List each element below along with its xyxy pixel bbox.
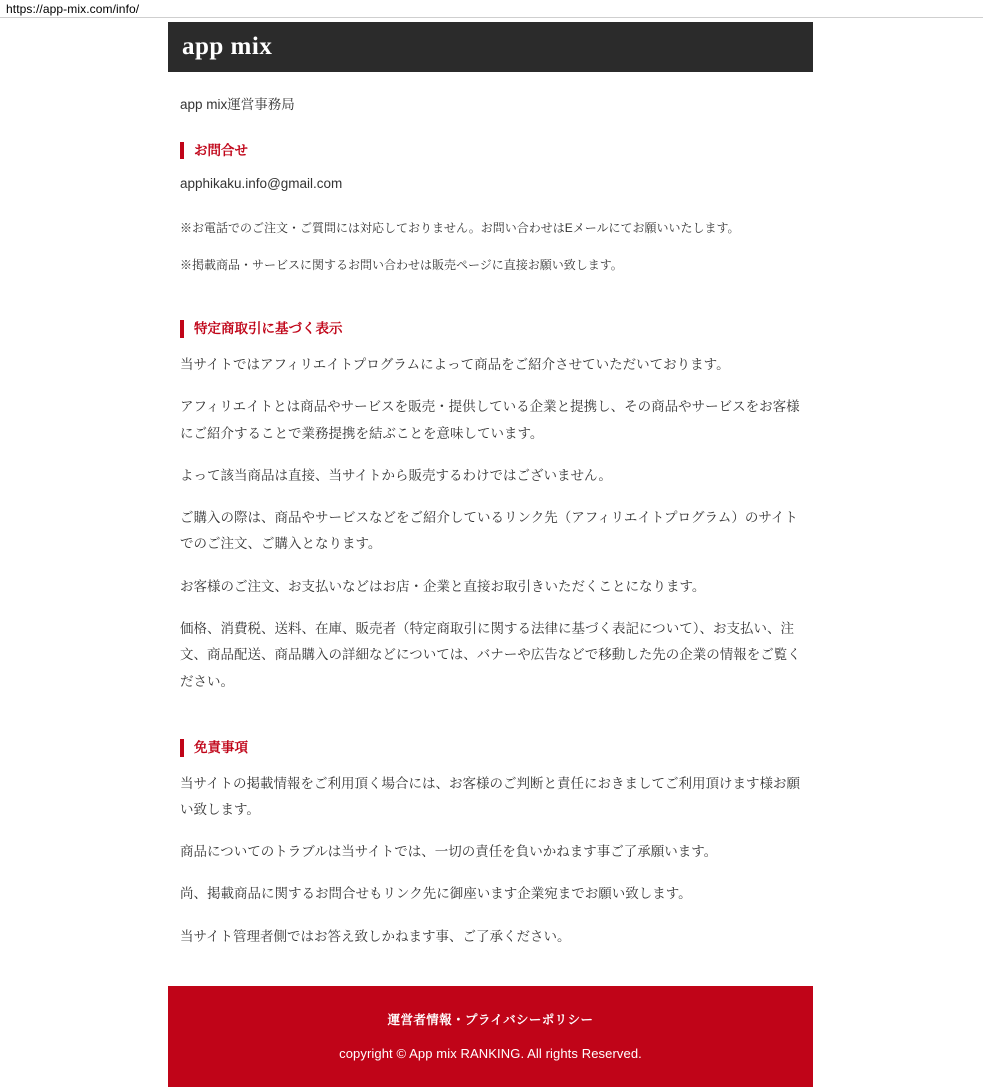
transactions-paragraph-3: よって該当商品は直接、当サイトから販売するわけではございません。: [180, 467, 612, 483]
disclaimer-paragraph-2: 商品についてのトラブルは当サイトでは、一切の責任を負いかねます事ご了承願います。: [180, 844, 718, 860]
page-canvas: [0, 18, 983, 1062]
transactions-paragraph-4: ご購入の際は、商品やサービスなどをご紹介しているリンク先（アフィリエイトプログラム）のサイトでのご注文、ご購入となります。: [180, 510, 798, 552]
contact-note-1: ※お電話でのご注文・ご質問には対応しておりません。お問い合わせはEメールにてお願いいたします。: [180, 220, 740, 235]
disclaimer-paragraph-4: 当サイト管理者側ではお答え致しかねます事、ご了承ください。: [180, 928, 571, 944]
section-heading-disclaimer: 免責事項: [180, 739, 801, 757]
main-content: [168, 72, 813, 950]
section-heading-transactions: 特定商取引に基づく表示: [180, 320, 801, 338]
site-header: [168, 22, 813, 72]
footer-link-privacy-policy[interactable]: 運営者情報・プライバシーポリシー: [387, 1013, 594, 1028]
disclaimer-paragraph-1: 当サイトの掲載情報をご利用頂く場合には、お客様のご判断と責任におきましてご利用頂けます様お願い致します。: [180, 775, 801, 817]
transactions-paragraph-1: 当サイトではアフィリエイトプログラムによって商品をご紹介させていただいております。: [180, 356, 730, 372]
footer-copyright: copyright © App mix RANKING. All rights Reserved.: [339, 1046, 642, 1062]
url-text: https://app-mix.com/info/: [6, 1, 140, 16]
site-footer: [168, 986, 813, 1087]
disclaimer-paragraph-3: 尚、掲載商品に関するお問合せもリンク先に御座います企業宛までお願い致します。: [180, 886, 692, 902]
contact-email[interactable]: apphikaku.info@gmail.com: [180, 176, 343, 192]
organization-name: app mix運営事務局: [180, 97, 295, 112]
site-container: [168, 22, 813, 1087]
transactions-paragraph-2: アフィリエイトとは商品やサービスを販売・提供している企業と提携し、その商品やサービスをお客様にご紹介することで業務提携を結ぶことを意味しています。: [180, 399, 800, 441]
site-logo-title[interactable]: app mix: [182, 33, 273, 60]
browser-url-bar[interactable]: [0, 0, 983, 18]
section-heading-contact: お問合せ: [180, 142, 801, 160]
transactions-paragraph-6: 価格、消費税、送料、在庫、販売者（特定商取引に関する法律に基づく表記について）、お支払い、注文、商品配送、商品購入の詳細などについては、バナーや広告などで移動した先の企業の情報をご覧ください。: [180, 621, 801, 689]
contact-note-2: ※掲載商品・サービスに関するお問い合わせは販売ページに直接お願い致します。: [180, 257, 623, 272]
transactions-paragraph-5: お客様のご注文、お支払いなどはお店・企業と直接お取引きいただくことになります。: [180, 578, 706, 594]
